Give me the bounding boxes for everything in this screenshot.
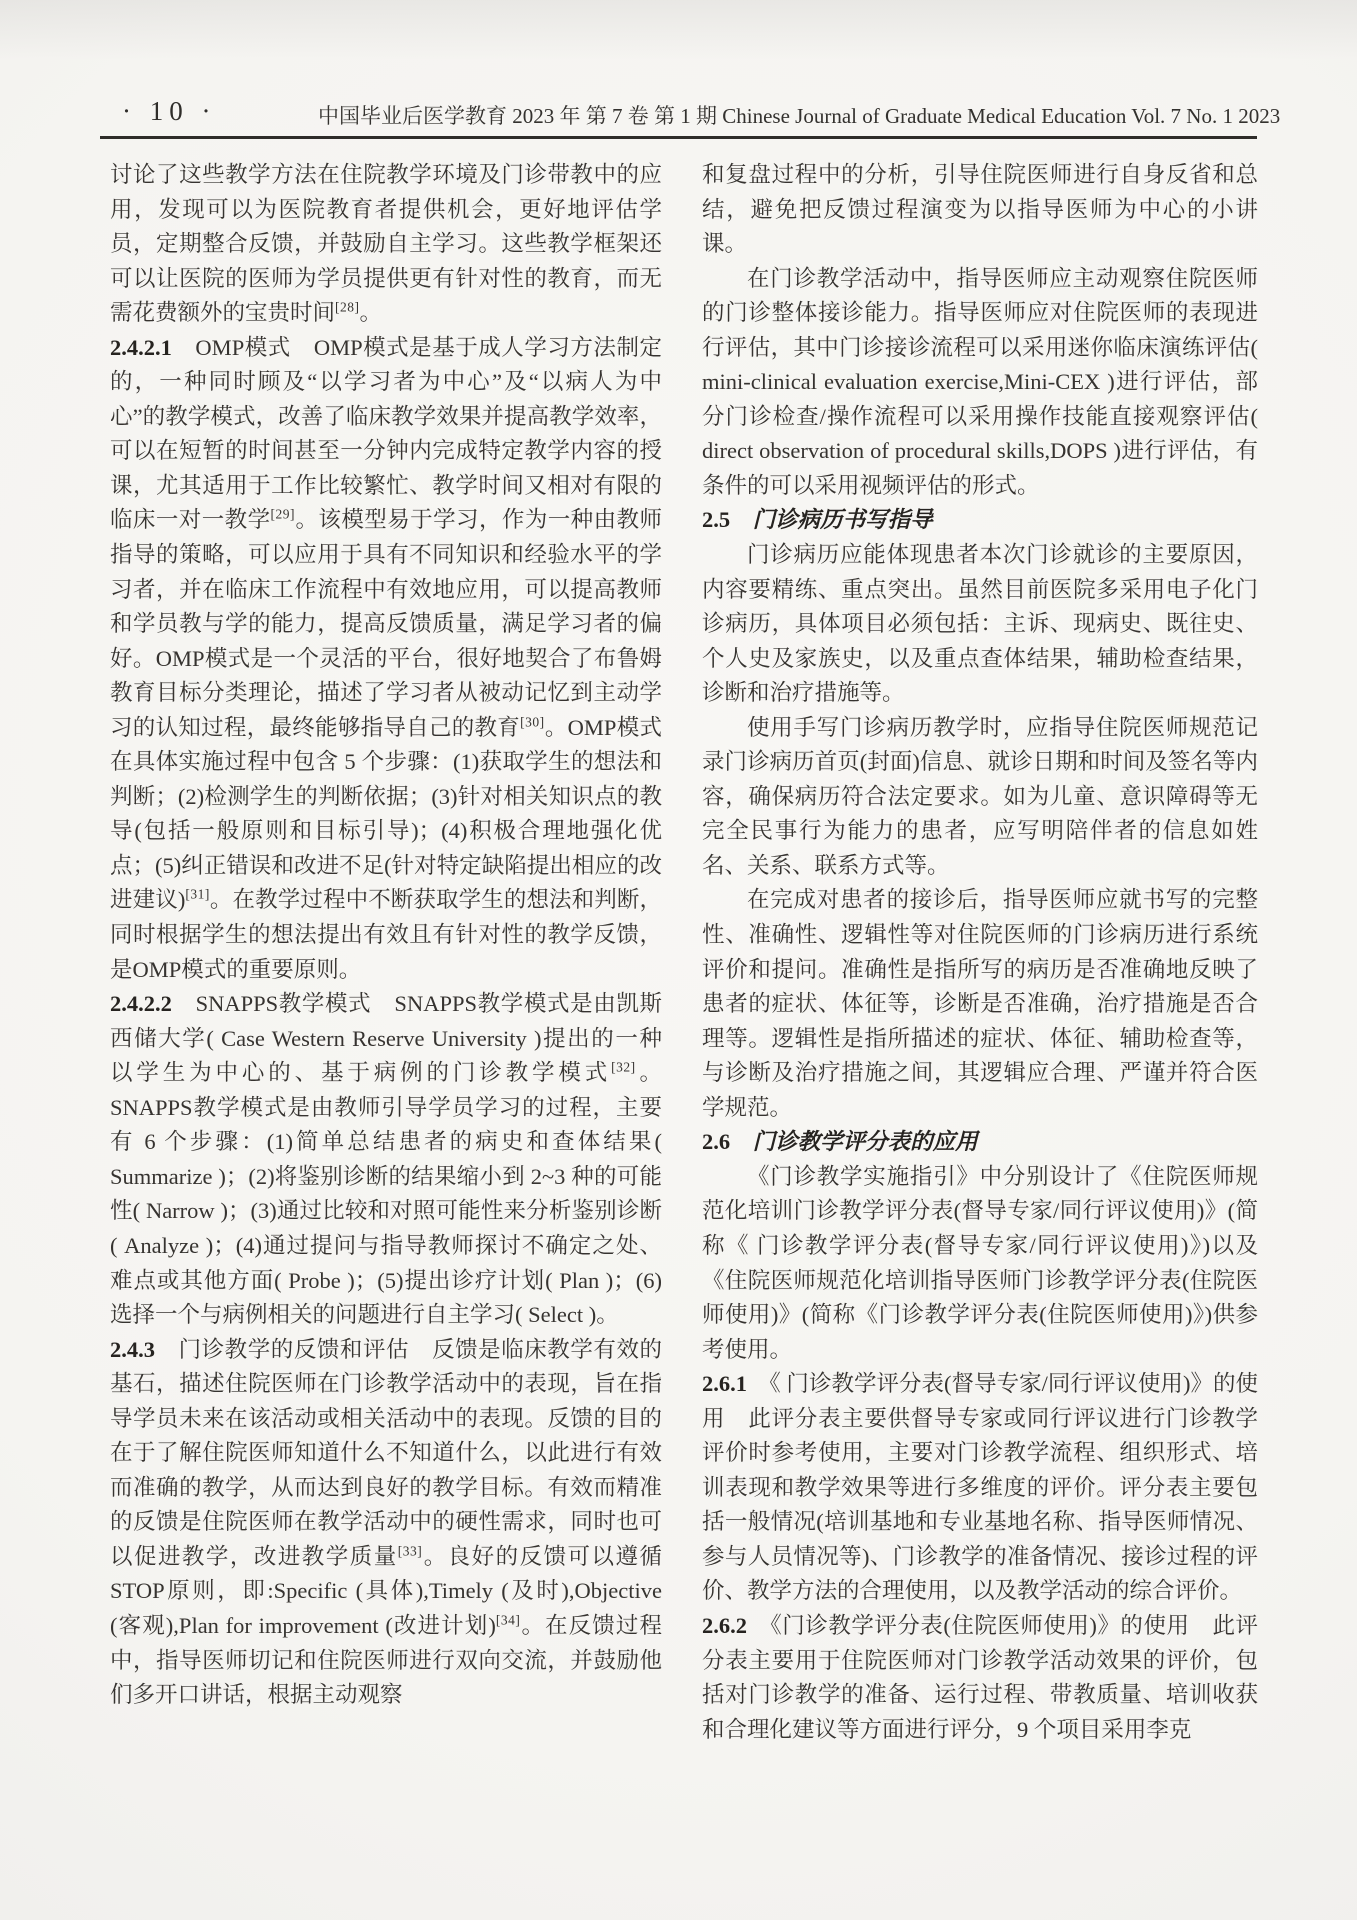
paragraph: [702, 158, 1258, 262]
reference-superscript: [29]: [270, 506, 296, 522]
header-divider-rule: [100, 136, 1257, 139]
paragraph: [110, 987, 662, 1332]
paragraph: [702, 503, 1258, 538]
text-run: 。: [359, 300, 383, 326]
reference-superscript: [30]: [520, 714, 545, 730]
reference-superscript: [28]: [335, 299, 360, 315]
paragraph: [702, 711, 1258, 884]
section-number: 2.4.3: [110, 1336, 155, 1362]
text-run: SNAPPS教学模式 SNAPPS教学模式是由凯斯西储大学( Case Western Reserve University )提出的一种以学生为中心的、基于病例的门诊教学模式: [110, 991, 662, 1086]
text-run: 。在反馈过程中，指导医师切记和住院医师进行双向交流，并鼓励他们多开口讲话，根据主动观察: [110, 1612, 662, 1708]
text-run: 和复盘过程中的分析，引导住院医师进行自身反省和总结，避免把反馈过程演变为以指导医师为中心的小讲课。: [702, 162, 1258, 257]
journal-title-line: 中国毕业后医学教育 2023 年 第 7 卷 第 1 期 Chinese Journal of Graduate Medical Education Vol. 7 No. 1 2023: [318, 104, 1281, 128]
section-number: 2.6.1: [702, 1371, 747, 1397]
paragraph: [702, 1609, 1258, 1747]
paragraph: [702, 262, 1258, 504]
text-run: 《门诊教学实施指引》中分别设计了《住院医师规范化培训门诊教学评分表(督导专家/同行评议使用)》(简称《 门诊教学评分表(督导专家/同行评议使用)》)以及《住院医师规范化培训指导医师门诊教学评分表(住院医师使用)》(简称《门诊教学评分表(住院医师使用)》)供参考使用。: [702, 1163, 1258, 1362]
text-run: 。SNAPPS教学模式是由教师引导学员学习的过程，主要有 6 个步骤：(1)简单总结患者的病史和查体结果( Summarize )；(2)将鉴别诊断的结果缩小到 2~3 种的可能性( Narrow )；(3)通过比较和对照可能性来分析鉴别诊断( Analyze )；(4)通过提问与指导教师探讨不确定之处、难点或其他方面( Probe )；(5)提出诊疗计划( Plan )；(6)选择一个与病例相关的问题进行自主学习( Select )。: [110, 1060, 662, 1328]
text-run: 使用手写门诊病历教学时，应指导住院医师规范记录门诊病历首页(封面)信息、就诊日期和时间及签名等内容，确保病历符合法定要求。如为儿童、意识障碍等无完全民事行为能力的患者，应写明陪伴者的信息如姓名、关系、联系方式等。: [702, 714, 1258, 878]
reference-superscript: [33]: [397, 1543, 423, 1559]
paragraph: [110, 1333, 662, 1713]
paragraph: [702, 1160, 1258, 1367]
paragraph: [110, 331, 662, 987]
text-run: 门诊教学的反馈和评估 反馈是临床教学有效的基石，描述住院医师在门诊教学活动中的表现，旨在指导学员未来在该活动或相关活动中的表现。反馈的目的在于了解住院医师知道什么不知道什么，以此进行有效而准确的教学，从而达到良好的教学目标。有效而精准的反馈是住院医师在教学活动中的硬性需求，同时也可以促进教学，改进教学质量: [110, 1336, 662, 1569]
page-number: · 10 ·: [122, 96, 217, 126]
section-number: 2.4.2.2: [110, 991, 172, 1017]
scan-shading: [0, 0, 1357, 60]
text-run: OMP模式 OMP模式是基于成人学习方法制定的，一种同时顾及“以学习者为中心”及“以病人为中心”的教学模式，改善了临床教学效果并提高教学效率，可以在短暂的时间甚至一分钟内完成特定教学内容的授课，尤其适用于工作比较繁忙、教学时间又相对有限的临床一对一教学: [110, 334, 662, 533]
section-number: 2.6.2: [702, 1612, 747, 1638]
text-run: 讨论了这些教学方法在住院教学环境及门诊带教中的应用，发现可以为医院教育者提供机会，更好地评估学员，定期整合反馈，并鼓励自主学习。这些教学框架还可以让医院的医师为学员提供更有针对性的教育，而无需花费额外的宝贵时间: [110, 162, 662, 326]
text-run: 。在教学过程中不断获取学生的想法和判断，同时根据学生的想法提出有效且有针对性的教学反馈，是OMP模式的重要原则。: [110, 887, 662, 982]
text-column-left: [110, 158, 662, 1713]
paragraph: [110, 158, 662, 331]
text-run: 《门诊教学评分表(住院医师使用)》的使用 此评分表主要用于住院医师对门诊教学活动效果的评价，包括对门诊教学的准备、运行过程、带教质量、培训收获和合理化建议等方面进行评分，9 个项目采用李克: [702, 1612, 1258, 1742]
text-run: 在完成对患者的接诊后，指导医师应就书写的完整性、准确性、逻辑性等对住院医师的门诊病历进行系统评价和提问。准确性是指所写的病历是否准确地反映了患者的症状、体征等，诊断是否准确，治疗措施是否合理等。逻辑性是指所描述的症状、体征、辅助检查等，与诊断及治疗措施之间，其逻辑应合理、严谨并符合医学规范。: [702, 887, 1258, 1120]
paragraph: [702, 1125, 1258, 1160]
text-run: 在门诊教学活动中，指导医师应主动观察住院医师的门诊整体接诊能力。指导医师应对住院医师的表现进行评估，其中门诊接诊流程可以采用迷你临床演练评估( mini-clinical evaluation exercise,Mini-CEX )进行评估，部分门诊检查/操作流程可以采用操作技能直接观察评估( direct observation of procedural skills,DOPS )进行评估，有条件的可以采用视频评估的形式。: [702, 265, 1258, 498]
text-run: 。该模型易于学习，作为一种由教师指导的策略，可以应用于具有不同知识和经验水平的学习者，并在临床工作流程中有效地应用，可以提高教师和学员教与学的能力，提高反馈质量，满足学习者的偏好。OMP模式是一个灵活的平台，很好地契合了布鲁姆教育目标分类理论，描述了学习者从被动记忆到主动学习的认知过程，最终能够指导自己的教育: [110, 507, 662, 740]
section-title: 门诊病历书写指导: [730, 507, 933, 533]
text-run: 。OMP模式在具体实施过程中包含 5 个步骤：(1)获取学生的想法和判断；(2)检测学生的判断依据；(3)针对相关知识点的教导(包括一般原则和目标引导)；(4)积极合理地强化优点；(5)纠正错误和改进不足(针对特定缺陷提出相应的改进建议): [110, 714, 662, 913]
paragraph: [702, 538, 1258, 711]
section-title: 门诊教学评分表的应用: [730, 1129, 978, 1155]
text-run: 《 门诊教学评分表(督导专家/同行评议使用)》的使用 此评分表主要供督导专家或同行评议进行门诊教学评价时参考使用，主要对门诊教学流程、组织形式、培训表现和教学效果等进行多维度的评价。评分表主要包括一般情况(培训基地和专业基地名称、指导医师情况、参与人员情况等)、门诊教学的准备情况、接诊过程的评价、教学方法的合理使用，以及教学活动的综合评价。: [702, 1371, 1258, 1604]
text-run: 门诊病历应能体现患者本次门诊就诊的主要原因，内容要精练、重点突出。虽然目前医院多采用电子化门诊病历，具体项目必须包括：主诉、现病史、既往史、个人史及家族史，以及重点查体结果，辅助检查结果，诊断和治疗措施等。: [702, 542, 1258, 706]
reference-superscript: [34]: [495, 1612, 521, 1628]
section-number: 2.4.2.1: [110, 334, 172, 360]
section-number: 2.5: [702, 507, 731, 533]
reference-superscript: [31]: [185, 886, 210, 902]
section-number: 2.6: [702, 1129, 731, 1155]
paragraph: [702, 1367, 1258, 1609]
text-run: 。良好的反馈可以遵循STOP原则，即:Specific (具体),Timely (及时),Objective (客观),Plan for improvement (改进计划): [110, 1543, 662, 1638]
text-column-right: [702, 158, 1258, 1747]
page-header: [100, 92, 1281, 132]
paragraph: [702, 883, 1258, 1125]
reference-superscript: [32]: [611, 1059, 636, 1075]
